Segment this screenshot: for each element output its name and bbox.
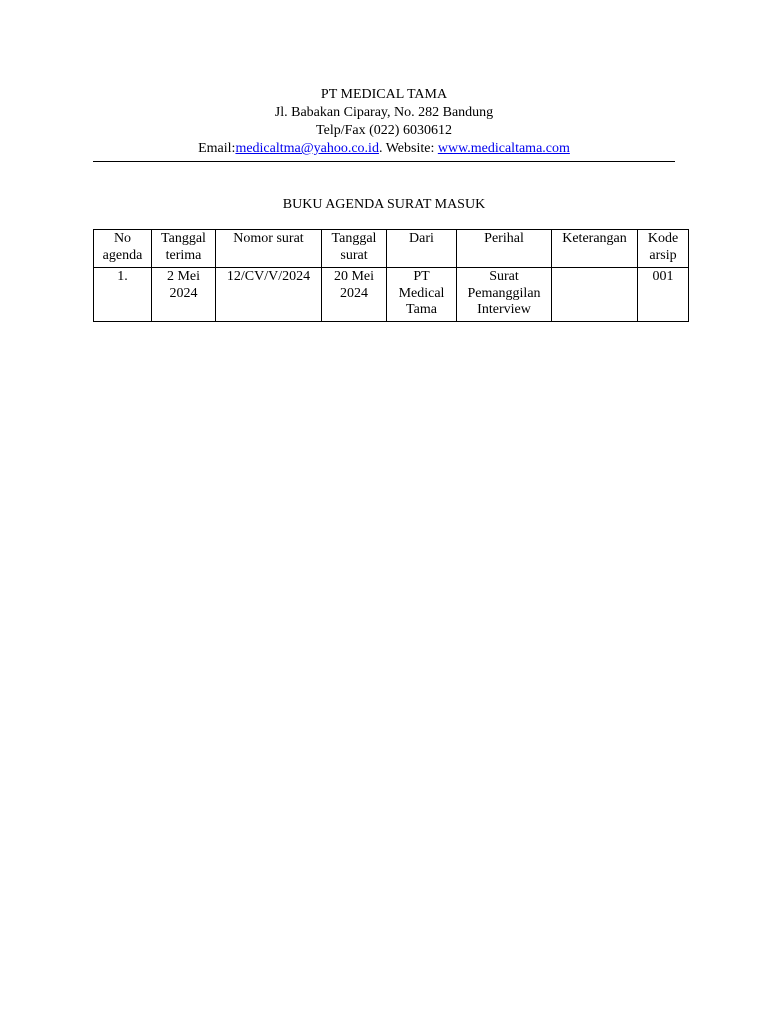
- cell-keterangan: [552, 268, 638, 322]
- agenda-table: [93, 229, 689, 322]
- email-label: Email:: [198, 141, 236, 156]
- company-address: Jl. Babakan Ciparay, No. 282 Bandung: [274, 105, 494, 120]
- cell-tanggal-terima: 2 Mei 2024: [152, 268, 216, 322]
- document-title: BUKU AGENDA SURAT MASUK: [282, 197, 486, 212]
- website-label: . Website:: [378, 141, 438, 156]
- contact-line: [0, 140, 768, 158]
- email-link[interactable]: medicaltma@yahoo.co.id: [235, 141, 379, 156]
- header-tanggal-terima: Tanggal terima: [152, 230, 216, 268]
- table-row: [94, 268, 689, 322]
- cell-dari: PT Medical Tama: [387, 268, 457, 322]
- header-perihal: Perihal: [457, 230, 552, 268]
- table-header-row: [94, 230, 689, 268]
- header-tanggal-surat: Tanggal surat: [322, 230, 387, 268]
- header-kode-arsip: Kode arsip: [638, 230, 689, 268]
- letterhead: [0, 86, 768, 158]
- cell-tanggal-surat: 20 Mei 2024: [322, 268, 387, 322]
- company-name: PT MEDICAL TAMA: [320, 87, 448, 102]
- company-phone: Telp/Fax (022) 6030612: [316, 123, 452, 138]
- cell-kode-arsip: 001: [638, 268, 689, 322]
- cell-perihal: Surat Pemanggilan Interview: [457, 268, 552, 322]
- header-nomor-surat: Nomor surat: [216, 230, 322, 268]
- letterhead-divider: [93, 161, 675, 162]
- cell-nomor-surat: 12/CV/V/2024: [216, 268, 322, 322]
- header-no-agenda: No agenda: [94, 230, 152, 268]
- cell-no-agenda: 1.: [94, 268, 152, 322]
- website-link[interactable]: www.medicaltama.com: [437, 141, 570, 156]
- header-keterangan: Keterangan: [552, 230, 638, 268]
- header-dari: Dari: [387, 230, 457, 268]
